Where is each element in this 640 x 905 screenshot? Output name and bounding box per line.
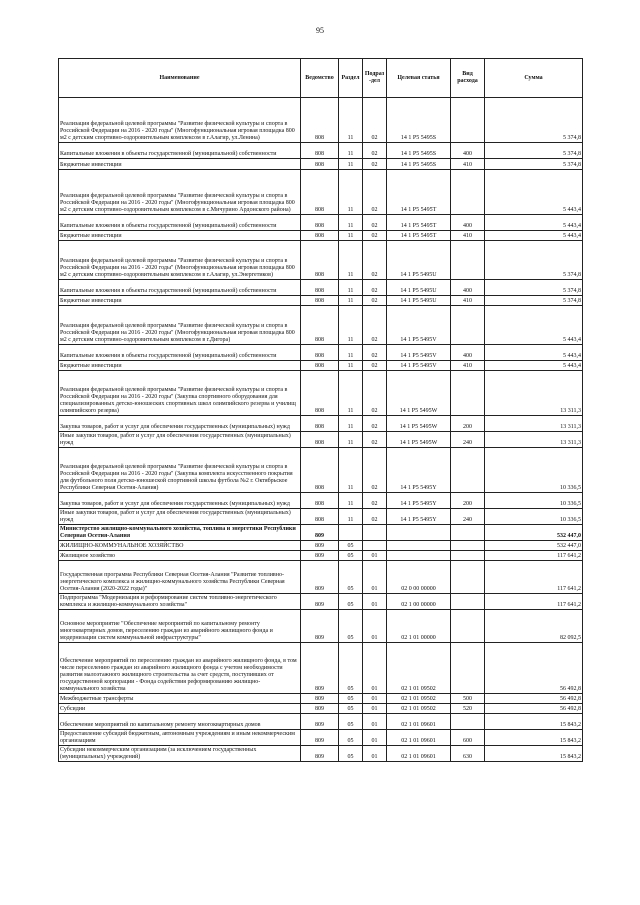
cell-name: Реализация федеральной целевой программы "Развитие физической культуры и спорта в Российской Федерации на 2016 - 2020 годы" (Закупка спортивного оборудования для специализированных детско-юношеских спортивных школ олимпийского резерва и училищ олимпийского резерва) — [59, 371, 301, 416]
cell-amount: 10 336,5 — [485, 493, 583, 509]
cell-podrazdel: 02 — [363, 371, 387, 416]
cell-podrazdel: 01 — [363, 594, 387, 610]
cell-target-article: 02 1 01 09502 — [387, 704, 451, 714]
cell-name: Обеспечение мероприятий по капитальному ремонту многоквартирных домов — [59, 714, 301, 730]
col-header-razdel: Раздел — [339, 59, 363, 98]
table-row — [59, 493, 583, 509]
cell-vedomstvo: 808 — [301, 280, 339, 296]
table-row — [59, 98, 583, 143]
cell-target-article: 14 1 P5 5495Y — [387, 509, 451, 525]
cell-expense-type: 400 — [451, 280, 485, 296]
table-row — [59, 448, 583, 493]
cell-vedomstvo: 808 — [301, 306, 339, 345]
table-row — [59, 704, 583, 714]
cell-expense-type — [451, 241, 485, 280]
cell-podrazdel: 02 — [363, 143, 387, 159]
cell-razdel: 11 — [339, 416, 363, 432]
cell-amount: 13 311,3 — [485, 432, 583, 448]
cell-razdel: 05 — [339, 610, 363, 643]
table-row — [59, 694, 583, 704]
cell-name: Закупка товаров, работ и услуг для обеспечения государственных (муниципальных) нужд — [59, 493, 301, 509]
cell-target-article: 14 1 P5 5495S — [387, 159, 451, 170]
cell-amount: 117 641,2 — [485, 594, 583, 610]
cell-name: Капитальные вложения в объекты государственной (муниципальной) собственности — [59, 143, 301, 159]
cell-target-article — [387, 551, 451, 561]
cell-podrazdel: 01 — [363, 694, 387, 704]
cell-podrazdel: 02 — [363, 241, 387, 280]
cell-name: Закупка товаров, работ и услуг для обеспечения государственных (муниципальных) нужд — [59, 416, 301, 432]
cell-razdel: 11 — [339, 98, 363, 143]
cell-vedomstvo: 809 — [301, 561, 339, 594]
cell-amount: 5 374,8 — [485, 98, 583, 143]
cell-razdel: 11 — [339, 241, 363, 280]
cell-target-article: 14 1 P5 5495V — [387, 345, 451, 361]
cell-expense-type — [451, 448, 485, 493]
cell-amount: 10 336,5 — [485, 448, 583, 493]
cell-name: Реализация федеральной целевой программы "Развитие физической культуры и спорта в Российской Федерации на 2016 - 2020 годы" (Многофункциональная игровая площадка 800 м2 с детским спортивно-оздоровительным комплексом в с.Мичурино Ардонского района) — [59, 170, 301, 215]
table-row — [59, 432, 583, 448]
cell-podrazdel: 01 — [363, 610, 387, 643]
cell-expense-type — [451, 561, 485, 594]
table-row — [59, 231, 583, 241]
cell-target-article: 14 1 P5 5495U — [387, 280, 451, 296]
cell-expense-type: 400 — [451, 345, 485, 361]
cell-razdel: 05 — [339, 694, 363, 704]
cell-podrazdel — [363, 525, 387, 541]
cell-amount: 5 374,8 — [485, 159, 583, 170]
cell-target-article: 14 1 P5 5495U — [387, 296, 451, 306]
cell-amount: 13 311,3 — [485, 371, 583, 416]
budget-table — [58, 58, 583, 762]
cell-target-article: 14 1 P5 5495U — [387, 241, 451, 280]
cell-name: Реализация федеральной целевой программы "Развитие физической культуры и спорта в Российской Федерации на 2016 - 2020 годы" (Многофункциональная игровая площадка 800 м2 с детским спортивно-оздоровительным комплексом в г.Дигора) — [59, 306, 301, 345]
cell-name: Министерство жилищно-коммунального хозяйства, топлива и энергетики Республики Северная Осетия-Алания — [59, 525, 301, 541]
cell-amount: 82 092,5 — [485, 610, 583, 643]
col-header-expense-type: Вид расхода — [451, 59, 485, 98]
cell-amount: 5 443,4 — [485, 306, 583, 345]
cell-razdel: 11 — [339, 170, 363, 215]
cell-target-article: 14 1 P5 5495S — [387, 143, 451, 159]
cell-amount: 56 492,8 — [485, 704, 583, 714]
cell-name: Бюджетные инвестиции — [59, 159, 301, 170]
cell-vedomstvo: 809 — [301, 541, 339, 551]
cell-name: Капитальные вложения в объекты государственной (муниципальной) собственности — [59, 345, 301, 361]
cell-expense-type: 400 — [451, 215, 485, 231]
cell-expense-type: 520 — [451, 704, 485, 714]
cell-expense-type — [451, 525, 485, 541]
cell-razdel: 05 — [339, 643, 363, 694]
cell-expense-type — [451, 594, 485, 610]
cell-name: Капитальные вложения в объекты государственной (муниципальной) собственности — [59, 215, 301, 231]
cell-name: Бюджетные инвестиции — [59, 361, 301, 371]
cell-vedomstvo: 809 — [301, 525, 339, 541]
cell-vedomstvo: 808 — [301, 416, 339, 432]
table-row — [59, 561, 583, 594]
cell-razdel: 05 — [339, 704, 363, 714]
table-row — [59, 296, 583, 306]
cell-vedomstvo: 808 — [301, 231, 339, 241]
cell-vedomstvo: 808 — [301, 448, 339, 493]
table-row — [59, 143, 583, 159]
cell-expense-type — [451, 541, 485, 551]
cell-amount: 5 443,4 — [485, 215, 583, 231]
cell-razdel: 05 — [339, 746, 363, 762]
cell-expense-type — [451, 371, 485, 416]
cell-amount: 10 336,5 — [485, 509, 583, 525]
cell-expense-type: 410 — [451, 231, 485, 241]
cell-name: Обеспечение мероприятий по переселению граждан из аварийного жилищного фонда, в том числе переселению граждан из аварийного жилищного фонда с учетом необходимости развития малоэтажного жилищного строительства за счет средств, поступивших от государственной корпорации - Фонда содействия реформированию жилищно-коммунального хозяйства — [59, 643, 301, 694]
cell-razdel: 11 — [339, 231, 363, 241]
cell-vedomstvo: 808 — [301, 493, 339, 509]
cell-target-article: 14 1 P5 5495Y — [387, 493, 451, 509]
cell-podrazdel: 02 — [363, 448, 387, 493]
cell-vedomstvo: 809 — [301, 643, 339, 694]
cell-expense-type: 410 — [451, 159, 485, 170]
cell-razdel: 11 — [339, 159, 363, 170]
cell-expense-type — [451, 643, 485, 694]
cell-vedomstvo: 808 — [301, 241, 339, 280]
cell-razdel: 05 — [339, 714, 363, 730]
cell-target-article: 02 1 01 09601 — [387, 714, 451, 730]
cell-expense-type: 410 — [451, 361, 485, 371]
cell-name: Бюджетные инвестиции — [59, 296, 301, 306]
table-row — [59, 361, 583, 371]
cell-razdel: 11 — [339, 296, 363, 306]
cell-amount: 5 374,8 — [485, 296, 583, 306]
col-header-vedomstvo: Ведомство — [301, 59, 339, 98]
cell-name: Иные закупки товаров, работ и услуг для обеспечения государственных (муниципальных) нужд — [59, 432, 301, 448]
cell-name: Основное мероприятие "Обеспечение мероприятий по капитальному ремонту многоквартирных домов, переселению граждан из аварийного жилищного фонда и модернизации систем коммунальной инфраструктуры" — [59, 610, 301, 643]
col-header-podrazdel: Подраз-дел — [363, 59, 387, 98]
cell-podrazdel: 02 — [363, 361, 387, 371]
cell-vedomstvo: 808 — [301, 143, 339, 159]
table-row — [59, 170, 583, 215]
cell-expense-type: 240 — [451, 432, 485, 448]
cell-razdel — [339, 525, 363, 541]
cell-vedomstvo: 808 — [301, 432, 339, 448]
cell-razdel: 11 — [339, 215, 363, 231]
cell-target-article: 02 0 00 00000 — [387, 561, 451, 594]
cell-vedomstvo: 808 — [301, 98, 339, 143]
cell-amount: 117 641,2 — [485, 561, 583, 594]
cell-amount: 15 843,2 — [485, 730, 583, 746]
cell-vedomstvo: 808 — [301, 159, 339, 170]
cell-target-article: 14 1 P5 5495S — [387, 98, 451, 143]
table-row — [59, 345, 583, 361]
cell-vedomstvo: 809 — [301, 594, 339, 610]
cell-vedomstvo: 809 — [301, 746, 339, 762]
cell-amount: 13 311,3 — [485, 416, 583, 432]
cell-vedomstvo: 809 — [301, 730, 339, 746]
cell-podrazdel: 01 — [363, 714, 387, 730]
cell-expense-type — [451, 170, 485, 215]
table-row — [59, 509, 583, 525]
cell-target-article: 02 1 00 00000 — [387, 594, 451, 610]
cell-name: Иные закупки товаров, работ и услуг для обеспечения государственных (муниципальных) нужд — [59, 509, 301, 525]
cell-target-article: 14 1 P5 5495W — [387, 371, 451, 416]
cell-podrazdel: 02 — [363, 296, 387, 306]
table-row — [59, 730, 583, 746]
cell-expense-type: 200 — [451, 416, 485, 432]
cell-podrazdel: 01 — [363, 746, 387, 762]
cell-expense-type — [451, 714, 485, 730]
cell-amount: 5 374,8 — [485, 280, 583, 296]
cell-razdel: 05 — [339, 730, 363, 746]
cell-razdel: 05 — [339, 541, 363, 551]
cell-podrazdel: 02 — [363, 416, 387, 432]
cell-razdel: 11 — [339, 361, 363, 371]
cell-razdel: 11 — [339, 143, 363, 159]
cell-razdel: 11 — [339, 345, 363, 361]
cell-vedomstvo: 808 — [301, 296, 339, 306]
cell-name: Реализация федеральной целевой программы "Развитие физической культуры и спорта в Российской Федерации на 2016 - 2020 годы" (Закупка комплекта искусственного покрытия для футбольного поля детско-юношеской спортивной школы футбола №2 г. Октябрьское Республики Северная Осетия-Алания) — [59, 448, 301, 493]
cell-podrazdel: 02 — [363, 159, 387, 170]
cell-target-article: 14 1 P5 5495V — [387, 361, 451, 371]
cell-amount: 117 641,2 — [485, 551, 583, 561]
cell-name: Подпрограмма "Модернизация и реформирование систем топливно-энергетического комплекса и жилищно-коммунального хозяйства" — [59, 594, 301, 610]
table-row — [59, 541, 583, 551]
cell-expense-type: 400 — [451, 143, 485, 159]
cell-podrazdel: 02 — [363, 170, 387, 215]
cell-name: Государственная программа Республики Северная Осетия-Алания "Развитие топливно-энергетического комплекса и жилищно-коммунального хозяйства Республики Северная Осетия-Алания (2020-2022 годы)" — [59, 561, 301, 594]
table-row — [59, 215, 583, 231]
cell-podrazdel: 02 — [363, 345, 387, 361]
cell-expense-type — [451, 610, 485, 643]
table-row — [59, 416, 583, 432]
cell-podrazdel: 01 — [363, 643, 387, 694]
cell-name: Реализация федеральной целевой программы "Развитие физической культуры и спорта в Российской Федерации на 2016 - 2020 годы" (Многофункциональная игровая площадка 800 м2 с детским спортивно-оздоровительным комплексом в г.Алагир, ул.Ленина) — [59, 98, 301, 143]
table-row — [59, 525, 583, 541]
cell-podrazdel: 01 — [363, 730, 387, 746]
cell-expense-type — [451, 551, 485, 561]
cell-razdel: 11 — [339, 432, 363, 448]
cell-target-article: 14 1 P5 5495V — [387, 306, 451, 345]
cell-amount: 5 443,4 — [485, 231, 583, 241]
cell-razdel: 11 — [339, 306, 363, 345]
cell-podrazdel: 01 — [363, 551, 387, 561]
cell-vedomstvo: 808 — [301, 371, 339, 416]
table-row — [59, 594, 583, 610]
cell-target-article: 02 1 01 09502 — [387, 643, 451, 694]
cell-podrazdel: 02 — [363, 432, 387, 448]
cell-name: Реализация федеральной целевой программы "Развитие физической культуры и спорта в Российской Федерации на 2016 - 2020 годы" (Многофункциональная игровая площадка 800 м2 с детским спортивно-оздоровительным комплексом в г.Алагир, ул.Энергетиков) — [59, 241, 301, 280]
cell-expense-type: 240 — [451, 509, 485, 525]
cell-name: Предоставление субсидий бюджетным, автономным учреждениям и иным некоммерческим организациям — [59, 730, 301, 746]
cell-razdel: 11 — [339, 509, 363, 525]
cell-vedomstvo: 809 — [301, 610, 339, 643]
cell-target-article: 02 1 01 09601 — [387, 746, 451, 762]
cell-expense-type: 600 — [451, 730, 485, 746]
cell-podrazdel: 01 — [363, 704, 387, 714]
cell-vedomstvo: 808 — [301, 509, 339, 525]
cell-target-article: 14 1 P5 5495T — [387, 170, 451, 215]
table-row — [59, 280, 583, 296]
cell-podrazdel: 02 — [363, 98, 387, 143]
cell-amount: 15 843,2 — [485, 746, 583, 762]
cell-target-article — [387, 541, 451, 551]
table-row — [59, 241, 583, 280]
cell-amount: 56 492,8 — [485, 694, 583, 704]
cell-name: Межбюджетные трансферты — [59, 694, 301, 704]
cell-razdel: 05 — [339, 551, 363, 561]
table-row — [59, 714, 583, 730]
cell-target-article: 02 1 01 09601 — [387, 730, 451, 746]
table-row — [59, 306, 583, 345]
cell-podrazdel: 02 — [363, 493, 387, 509]
cell-name: ЖИЛИЩНО-КОММУНАЛЬНОЕ ХОЗЯЙСТВО — [59, 541, 301, 551]
cell-amount: 5 374,8 — [485, 143, 583, 159]
col-header-name: Наименование — [59, 59, 301, 98]
cell-target-article: 14 1 P5 5495W — [387, 416, 451, 432]
cell-podrazdel: 02 — [363, 215, 387, 231]
cell-vedomstvo: 808 — [301, 215, 339, 231]
table-row — [59, 746, 583, 762]
cell-vedomstvo: 809 — [301, 714, 339, 730]
cell-podrazdel — [363, 541, 387, 551]
cell-podrazdel: 02 — [363, 509, 387, 525]
cell-expense-type: 200 — [451, 493, 485, 509]
table-row — [59, 643, 583, 694]
cell-podrazdel: 02 — [363, 231, 387, 241]
cell-razdel: 11 — [339, 280, 363, 296]
cell-target-article: 14 1 P5 5495Y — [387, 448, 451, 493]
cell-target-article: 02 1 01 00000 — [387, 610, 451, 643]
cell-podrazdel: 02 — [363, 280, 387, 296]
cell-amount: 532 447,0 — [485, 525, 583, 541]
col-header-target-article: Целевая статья — [387, 59, 451, 98]
cell-vedomstvo: 809 — [301, 694, 339, 704]
cell-target-article: 14 1 P5 5495W — [387, 432, 451, 448]
cell-target-article: 14 1 P5 5495T — [387, 215, 451, 231]
table-body — [59, 98, 583, 762]
cell-expense-type: 630 — [451, 746, 485, 762]
cell-target-article: 02 1 01 09502 — [387, 694, 451, 704]
cell-vedomstvo: 808 — [301, 170, 339, 215]
cell-vedomstvo: 808 — [301, 361, 339, 371]
cell-razdel: 11 — [339, 448, 363, 493]
cell-name: Капитальные вложения в объекты государственной (муниципальной) собственности — [59, 280, 301, 296]
cell-razdel: 05 — [339, 561, 363, 594]
cell-amount: 5 443,4 — [485, 361, 583, 371]
table-header-row — [59, 59, 583, 98]
col-header-amount: Сумма — [485, 59, 583, 98]
table-row — [59, 371, 583, 416]
cell-expense-type: 410 — [451, 296, 485, 306]
cell-target-article — [387, 525, 451, 541]
cell-razdel: 05 — [339, 594, 363, 610]
cell-name: Бюджетные инвестиции — [59, 231, 301, 241]
cell-target-article: 14 1 P5 5495T — [387, 231, 451, 241]
table-row — [59, 551, 583, 561]
cell-amount: 15 843,2 — [485, 714, 583, 730]
cell-vedomstvo: 808 — [301, 345, 339, 361]
cell-name: Жилищное хозяйство — [59, 551, 301, 561]
cell-expense-type: 500 — [451, 694, 485, 704]
cell-amount: 5 374,8 — [485, 241, 583, 280]
table-row — [59, 159, 583, 170]
cell-podrazdel: 02 — [363, 306, 387, 345]
cell-amount: 532 447,0 — [485, 541, 583, 551]
cell-podrazdel: 01 — [363, 561, 387, 594]
cell-vedomstvo: 809 — [301, 551, 339, 561]
cell-expense-type — [451, 98, 485, 143]
cell-vedomstvo: 809 — [301, 704, 339, 714]
cell-razdel: 11 — [339, 493, 363, 509]
table-row — [59, 610, 583, 643]
cell-amount: 5 443,4 — [485, 170, 583, 215]
cell-name: Субсидии — [59, 704, 301, 714]
cell-razdel: 11 — [339, 371, 363, 416]
page-number: 95 — [316, 26, 324, 35]
cell-amount: 56 492,8 — [485, 643, 583, 694]
cell-expense-type — [451, 306, 485, 345]
cell-amount: 5 443,4 — [485, 345, 583, 361]
cell-name: Субсидии некоммерческим организациям (за исключением государственных (муниципальных) учреждений) — [59, 746, 301, 762]
